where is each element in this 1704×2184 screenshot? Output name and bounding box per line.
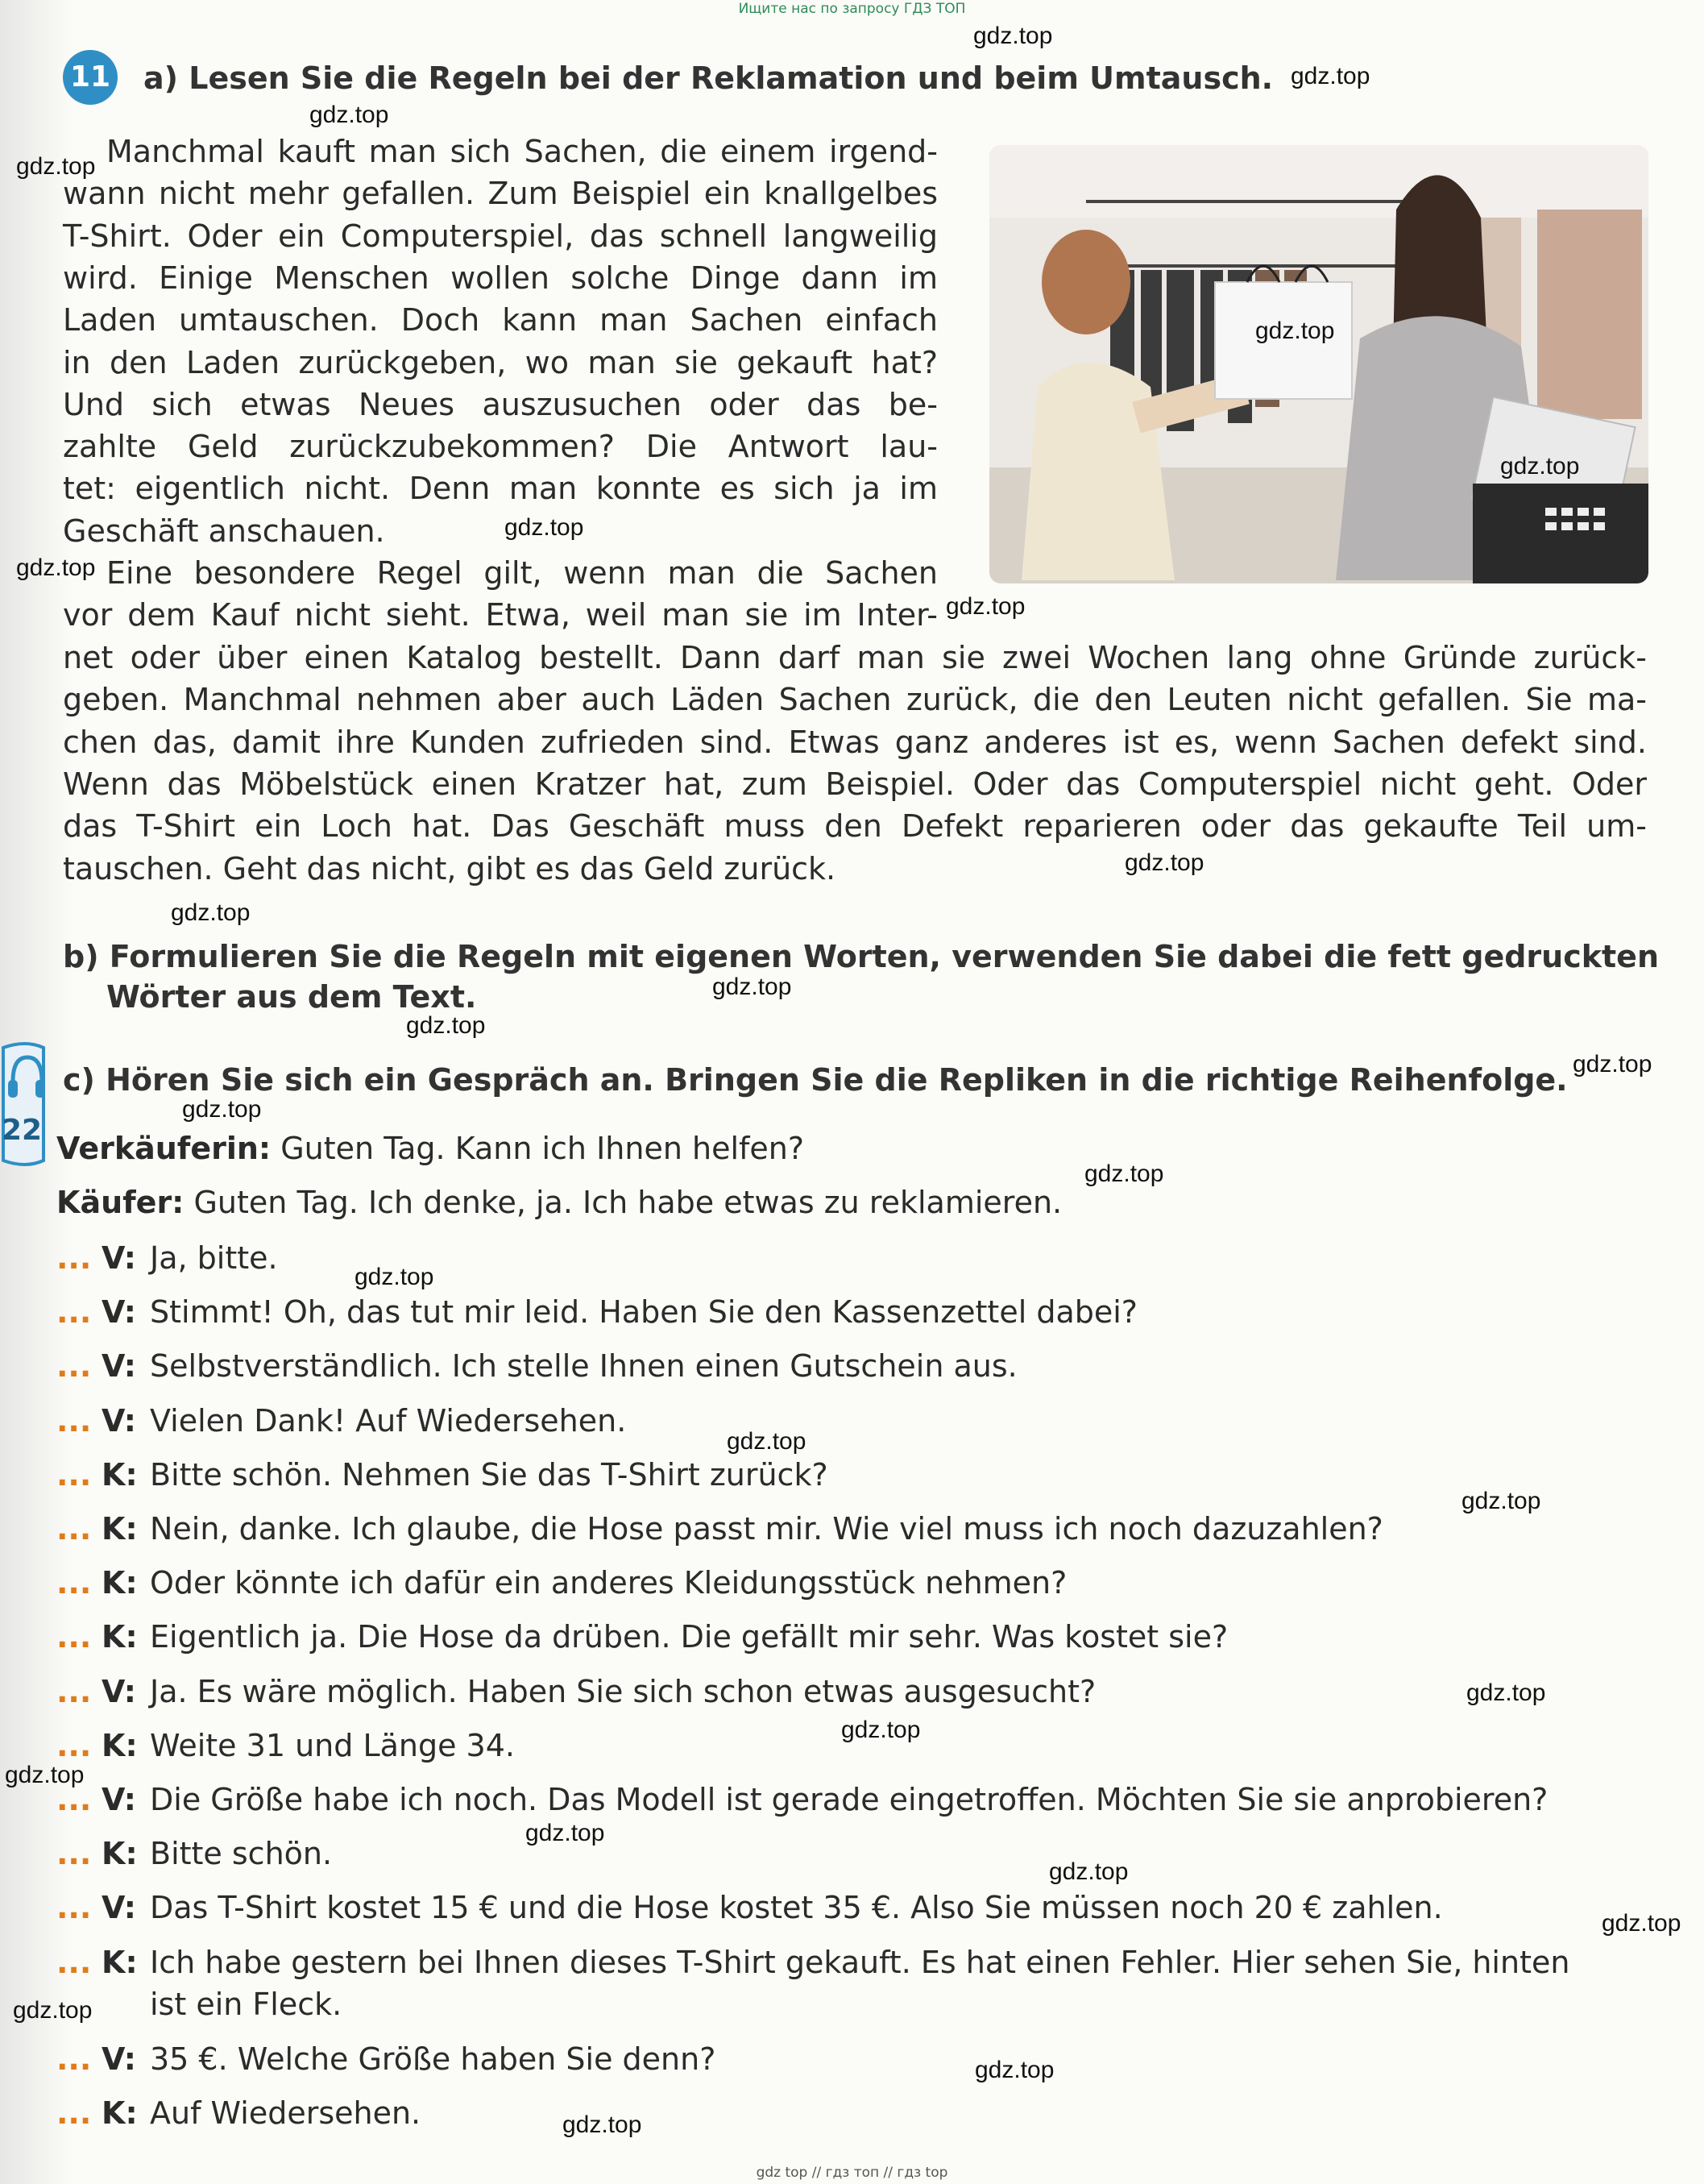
reply-text: Oder könnte ich dafür ein anderes Kleidungsstück nehmen? xyxy=(150,1565,1068,1601)
watermark: gdz.top xyxy=(975,2057,1055,2083)
paragraph-line: in den Laden zurückgeben, wo man sie gekauft hat? xyxy=(63,344,938,380)
shop-photo xyxy=(989,145,1648,583)
watermark: gdz.top xyxy=(1500,453,1580,480)
reply-item xyxy=(56,1941,1569,1983)
reply-role: K: xyxy=(102,1619,138,1655)
reply-item xyxy=(56,1454,828,1496)
watermark: gdz.top xyxy=(525,1820,605,1846)
reply-text: 35 €. Welche Größe haben Sie denn? xyxy=(150,2041,716,2077)
reply-text: Vielen Dank! Auf Wiedersehen. xyxy=(150,1402,627,1439)
ellipsis-marker: ... xyxy=(56,2041,92,2077)
watermark: gdz.top xyxy=(354,1264,434,1290)
reply-text: Bitte schön. Nehmen Sie das T-Shirt zurück? xyxy=(150,1456,828,1493)
watermark: gdz.top xyxy=(16,153,96,180)
reply-text: Ja. Es wäre möglich. Haben Sie sich schon etwas ausgesucht? xyxy=(150,1673,1097,1709)
heading-b-line2: Wörter aus dem Text. xyxy=(106,979,477,1015)
ellipsis-marker: ... xyxy=(56,1348,92,1385)
watermark: gdz.top xyxy=(504,514,584,541)
reply-role: V: xyxy=(102,1240,136,1276)
reply-text: Selbstverständlich. Ich stelle Ihnen einen Gutschein aus. xyxy=(150,1348,1018,1385)
reply-item xyxy=(56,1616,1228,1658)
paragraph-line: Wenn das Möbelstück einen Kratzer hat, zum Beispiel. Oder das Computerspiel nicht geht. Oder xyxy=(63,766,1647,802)
paragraph-line: tet: eigentlich nicht. Denn man konnte es sich ja im xyxy=(63,471,938,507)
audio-track-number: 22 xyxy=(2,1114,43,1147)
dialogue-line-seller xyxy=(56,1128,804,1169)
watermark: gdz.top xyxy=(171,899,251,926)
reply-item xyxy=(56,1833,332,1875)
reply-text: Bitte schön. xyxy=(150,1836,333,1872)
speaker-label: Käufer: xyxy=(56,1185,184,1220)
ellipsis-marker: ... xyxy=(56,1511,92,1547)
reply-item xyxy=(56,2038,715,2080)
heading-b-line1: b) Formulieren Sie die Regeln mit eigenen Worten, verwenden Sie dabei die fett gedruckten xyxy=(63,939,1660,974)
paragraph-line: Laden umtauschen. Doch kann man Sachen einfach xyxy=(63,302,938,338)
reply-role: K: xyxy=(102,1944,138,1980)
reply-text: Nein, danke. Ich glaube, die Hose passt mir. Wie viel muss ich noch dazuzahlen? xyxy=(150,1511,1383,1547)
watermark: gdz.top xyxy=(16,554,96,581)
watermark: gdz.top xyxy=(1466,1680,1546,1706)
watermark: gdz.top xyxy=(712,974,792,1000)
paragraph-line: wann nicht mehr gefallen. Zum Beispiel ein knallgelbes xyxy=(63,176,938,212)
watermark: gdz.top xyxy=(727,1428,806,1455)
paragraph-line: net oder über einen Katalog bestellt. Dann darf man sie zwei Wochen lang ohne Gründe zurück- xyxy=(63,640,1647,675)
reply-item xyxy=(56,1671,1096,1713)
ellipsis-marker: ... xyxy=(56,1836,92,1872)
reply-role: V: xyxy=(102,1348,136,1385)
exercise-number-badge: 11 xyxy=(63,50,118,105)
reply-role: V: xyxy=(102,2041,136,2077)
reply-text: Das T-Shirt kostet 15 € und die Hose kostet 35 €. Also Sie müssen noch 20 € zahlen. xyxy=(150,1890,1443,1926)
paragraph-line: vor dem Kauf nicht sieht. Etwa, weil man sie im Inter- xyxy=(63,597,938,633)
ellipsis-marker: ... xyxy=(56,1673,92,1709)
reply-role: V: xyxy=(102,1782,136,1817)
watermark: gdz.top xyxy=(309,102,389,128)
ellipsis-marker: ... xyxy=(56,1619,92,1655)
paragraph-line: zahlte Geld zurückzubekommen? Die Antwort lau- xyxy=(63,429,938,465)
reply-text: Auf Wiedersehen. xyxy=(150,2095,421,2131)
speaker-label: Verkäuferin: xyxy=(56,1131,272,1166)
reply-text: Ja, bitte. xyxy=(150,1240,278,1276)
watermark: gdz.top xyxy=(406,1012,486,1039)
top-note: Ищите нас по запросу ГДЗ ТОП xyxy=(738,1,966,17)
reply-text: Eigentlich ja. Die Hose da drüben. Die gefällt mir sehr. Was kostet sie? xyxy=(150,1619,1229,1655)
watermark: gdz.top xyxy=(1049,1858,1129,1885)
ellipsis-marker: ... xyxy=(56,1294,92,1331)
reply-item xyxy=(56,2092,421,2134)
heading-a: a) Lesen Sie die Regeln bei der Reklamation und beim Umtausch. xyxy=(143,60,1274,96)
paragraph-line: Geschäft anschauen. xyxy=(63,513,385,549)
reply-item xyxy=(56,1400,626,1442)
watermark: gdz.top xyxy=(973,23,1053,49)
paragraph-line: tauschen. Geht das nicht, gibt es das Geld zurück. xyxy=(63,850,836,886)
dialogue-text: Guten Tag. Ich denke, ja. Ich habe etwas zu reklamieren. xyxy=(193,1185,1063,1220)
watermark: gdz.top xyxy=(182,1096,262,1123)
watermark: gdz.top xyxy=(1125,849,1204,876)
reply-text-continued: ist ein Fleck. xyxy=(150,1986,342,2022)
paragraph-line: Eine besondere Regel gilt, wenn man die Sachen xyxy=(106,555,938,591)
ellipsis-marker: ... xyxy=(56,1402,92,1439)
reply-role: K: xyxy=(102,1511,138,1547)
reply-role: K: xyxy=(102,1456,138,1493)
reply-role: V: xyxy=(102,1890,136,1926)
paragraph-line: das T-Shirt ein Loch hat. Das Geschäft muss den Defekt reparieren oder das gekaufte Teil um- xyxy=(63,808,1647,845)
ellipsis-marker: ... xyxy=(56,1944,92,1980)
ellipsis-marker: ... xyxy=(56,1890,92,1926)
paragraph-line: chen das, damit ihre Kunden zufrieden sind. Etwas ganz anderes ist es, wenn Sachen defekt sind. xyxy=(63,724,1647,760)
reply-role: V: xyxy=(102,1402,136,1439)
ellipsis-marker: ... xyxy=(56,2095,92,2131)
reply-role: K: xyxy=(102,1836,138,1872)
footer-note: gdz top // гдз топ // гдз top xyxy=(756,2165,948,2181)
ellipsis-marker: ... xyxy=(56,1240,92,1276)
reply-role: K: xyxy=(102,1727,138,1763)
reply-text: Stimmt! Oh, das tut mir leid. Haben Sie den Kassenzettel dabei? xyxy=(150,1294,1138,1331)
reply-text: Die Größe habe ich noch. Das Modell ist gerade eingetroffen. Möchten Sie sie anprobieren? xyxy=(150,1782,1549,1817)
ellipsis-marker: ... xyxy=(56,1456,92,1493)
audio-track-badge xyxy=(2,1040,48,1169)
reply-item xyxy=(56,1345,1018,1387)
watermark: gdz.top xyxy=(13,1997,93,2024)
dialogue-text: Guten Tag. Kann ich Ihnen helfen? xyxy=(280,1131,805,1166)
reply-item xyxy=(56,1887,1443,1929)
paragraph-line: wird. Einige Menschen wollen solche Dinge dann im xyxy=(63,260,938,296)
reply-role: K: xyxy=(102,1565,138,1601)
reply-role: V: xyxy=(102,1673,136,1709)
ellipsis-marker: ... xyxy=(56,1782,92,1817)
reply-item xyxy=(56,1237,278,1279)
watermark: gdz.top xyxy=(841,1717,921,1743)
watermark: gdz.top xyxy=(1291,63,1370,89)
ellipsis-marker: ... xyxy=(56,1727,92,1763)
watermark: gdz.top xyxy=(1255,318,1335,344)
dialogue-line-buyer xyxy=(56,1182,1062,1223)
watermark: gdz.top xyxy=(1573,1051,1652,1077)
reply-item xyxy=(56,1779,1548,1821)
watermark: gdz.top xyxy=(1602,1910,1681,1937)
reply-item xyxy=(56,1508,1383,1550)
heading-c: c) Hören Sie sich ein Gespräch an. Bringen Sie die Repliken in die richtige Reihenfolge. xyxy=(63,1062,1568,1098)
paragraph-line: Und sich etwas Neues auszusuchen oder das be- xyxy=(63,386,938,422)
reply-item xyxy=(56,1291,1138,1333)
reply-text: Weite 31 und Länge 34. xyxy=(150,1727,515,1763)
reply-role: K: xyxy=(102,2095,138,2131)
paragraph-line: Manchmal kauft man sich Sachen, die einem irgend- xyxy=(106,134,938,169)
paragraph-line: T-Shirt. Oder ein Computerspiel, das schnell langweilig xyxy=(63,218,938,254)
reply-item xyxy=(56,1562,1067,1604)
reply-role: V: xyxy=(102,1294,136,1331)
reply-item xyxy=(56,1725,515,1767)
watermark: gdz.top xyxy=(5,1762,85,1788)
reply-text: Ich habe gestern bei Ihnen dieses T-Shirt gekauft. Es hat einen Fehler. Hier sehen Sie, hinten xyxy=(150,1944,1570,1980)
watermark: gdz.top xyxy=(1461,1488,1541,1514)
watermark: gdz.top xyxy=(1084,1161,1164,1187)
watermark: gdz.top xyxy=(946,593,1026,620)
ellipsis-marker: ... xyxy=(56,1565,92,1601)
paragraph-line: geben. Manchmal nehmen aber auch Läden Sachen zurück, die den Leuten nicht gefallen. Sie ma- xyxy=(63,682,1647,718)
watermark: gdz.top xyxy=(562,2111,642,2138)
